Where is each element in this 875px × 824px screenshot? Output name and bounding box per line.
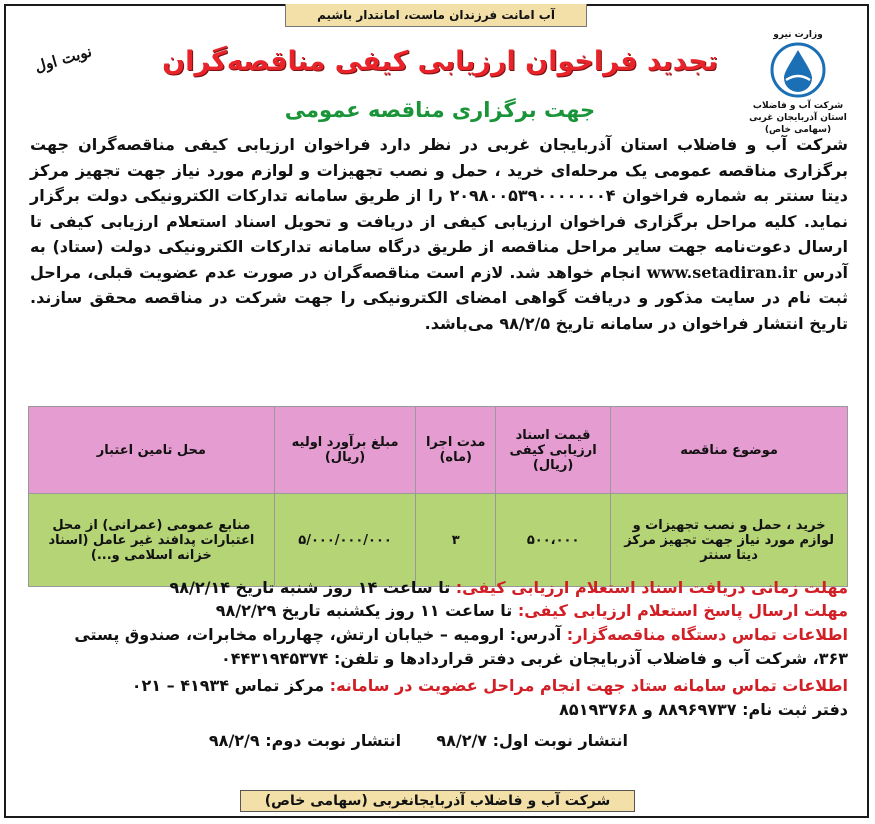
- contact-setad-label: اطلاعات تماس سامانه ستاد جهت انجام مراحل عضویت در سامانه:: [329, 676, 848, 695]
- contact-setad: [30, 675, 848, 697]
- ministry-name: وزارت نیرو: [773, 30, 823, 40]
- body-part-1: شرکت آب و فاضلاب استان آذربایجان غربی در نظر دارد فراخوان ارزیابی کیفی مناقصه‌گران جهت برگزاری مناقصه عمومی یک مرحله‌ای خرید ، حمل و نصب تجهیزات و لوازم مورد نیاز جهت تجهیز مرکز دیتا سنتر به شماره فراخوان ۲۰۹۸۰۰۵۳۹۰۰۰۰۰۰۰۴ را از طریق سامانه تدارکات الکترونیکی دولت برگزار نماید. کلیه مراحل برگزاری فراخوان ارزیابی کیفی از دریافت و تحویل اسناد استعلام ارزیابی کیفی تا ارسال دعوت‌نامه جهت سایر مراحل مناقصه از طریق درگاه سامانه تدارکات الکترونیکی دولت (ستاد) به آدرس: [30, 135, 849, 282]
- contact-org-label: اطلاعات تماس دستگاه مناقصه‌گزار:: [566, 625, 848, 644]
- footer-banner: [0, 790, 875, 812]
- cell-estimate: ۵/۰۰۰/۰۰۰/۰۰۰: [274, 494, 416, 587]
- publication-dates: [30, 730, 848, 752]
- table-row: [29, 494, 848, 587]
- sub-title: جهت برگزاری مناقصه عمومی: [284, 98, 596, 122]
- header-estimate: مبلغ برآورد اولیه (ریال): [274, 407, 416, 494]
- contact-org-address: ۳۶۳، شرکت آب و فاضلاب آذربایجان غربی دفتر قراردادها و تلفن: ۰۴۴۳۱۹۴۵۳۷۴: [221, 649, 848, 668]
- body-part-2: انجام خواهد شد. لازم است مناقصه‌گران در صورت عدم عضویت قبلی، مراحل ثبت نام در سایت مذکور و دریافت گواهی امضای الکترونیکی را جهت شرکت در مناقصه محقق سازند. تاریخ انتشار فراخوان در سامانه تاریخ ۹۸/۲/۵ می‌باشد.: [30, 262, 848, 333]
- header-duration: مدت اجرا (ماه): [416, 407, 496, 494]
- round-tag: نوبت اول: [32, 42, 94, 76]
- cell-subject: خرید ، حمل و نصب تجهیزات و لوازم مورد نیاز جهت تجهیز مرکز دیتا سنتر: [611, 494, 848, 587]
- contact-org: [30, 624, 848, 646]
- footer-company: شرکت آب و فاضلاب آذربایجانغربی (سهامی خاص): [240, 790, 635, 812]
- publication-first: انتشار نوبت اول: ۹۸/۲/۷: [436, 731, 628, 750]
- water-drop-logo-icon: [770, 42, 826, 98]
- header-funding: محل تامین اعتبار: [29, 407, 275, 494]
- contact-setad-registration: دفتر ثبت نام: ۸۸۹۶۹۷۳۷ و ۸۵۱۹۳۷۶۸: [559, 700, 848, 719]
- announcement-body: [30, 132, 848, 336]
- setad-url-link[interactable]: www.setadiran.ir: [646, 262, 797, 282]
- company-logo: [743, 30, 853, 148]
- deadline-receive-label: مهلت زمانی دریافت اسناد استعلام ارزیابی کیفی:: [455, 578, 848, 597]
- main-title: تجدید فراخوان ارزیابی کیفی مناقصه‌گران: [162, 46, 718, 77]
- tender-table: [28, 406, 848, 587]
- contact-org-line-1: آدرس: ارومیه – خیابان ارتش، چهارراه مخابرات، صندوق پستی: [74, 625, 562, 644]
- company-line-1: شرکت آب و فاضلاب: [752, 101, 844, 111]
- deadline-submit: [30, 600, 848, 622]
- deadline-receive: [30, 577, 848, 599]
- publication-second: انتشار نوبت دوم: ۹۸/۲/۹: [208, 731, 402, 750]
- cell-doc-price: ۵۰۰،۰۰۰: [496, 494, 611, 587]
- top-slogan: آب امانت فرزندان ماست، امانتدار باشیم: [285, 4, 587, 27]
- company-line-3: (سهامی خاص): [764, 125, 832, 135]
- deadline-submit-label: مهلت ارسال پاسخ استعلام ارزیابی کیفی:: [517, 601, 848, 620]
- header-doc-price: قیمت اسناد ارزیابی کیفی (ریال): [496, 407, 611, 494]
- deadline-submit-value: تا ساعت ۱۱ روز یکشنبه تاریخ ۹۸/۲/۲۹: [215, 601, 513, 620]
- deadline-receive-value: تا ساعت ۱۴ روز شنبه تاریخ ۹۸/۲/۱۴: [169, 578, 451, 597]
- contact-setad-line-1: مرکز تماس ۴۱۹۳۴ – ۰۲۱: [131, 676, 325, 695]
- cell-duration: ۳: [416, 494, 496, 587]
- company-line-2: استان آذربایجان غربی: [749, 113, 847, 123]
- table-header-row: [29, 407, 848, 494]
- cell-funding: منابع عمومی (عمرانی) از محل اعتبارات پدافند غیر عامل (اسناد خزانه اسلامی و...): [29, 494, 275, 587]
- header-subject: موضوع مناقصه: [611, 407, 848, 494]
